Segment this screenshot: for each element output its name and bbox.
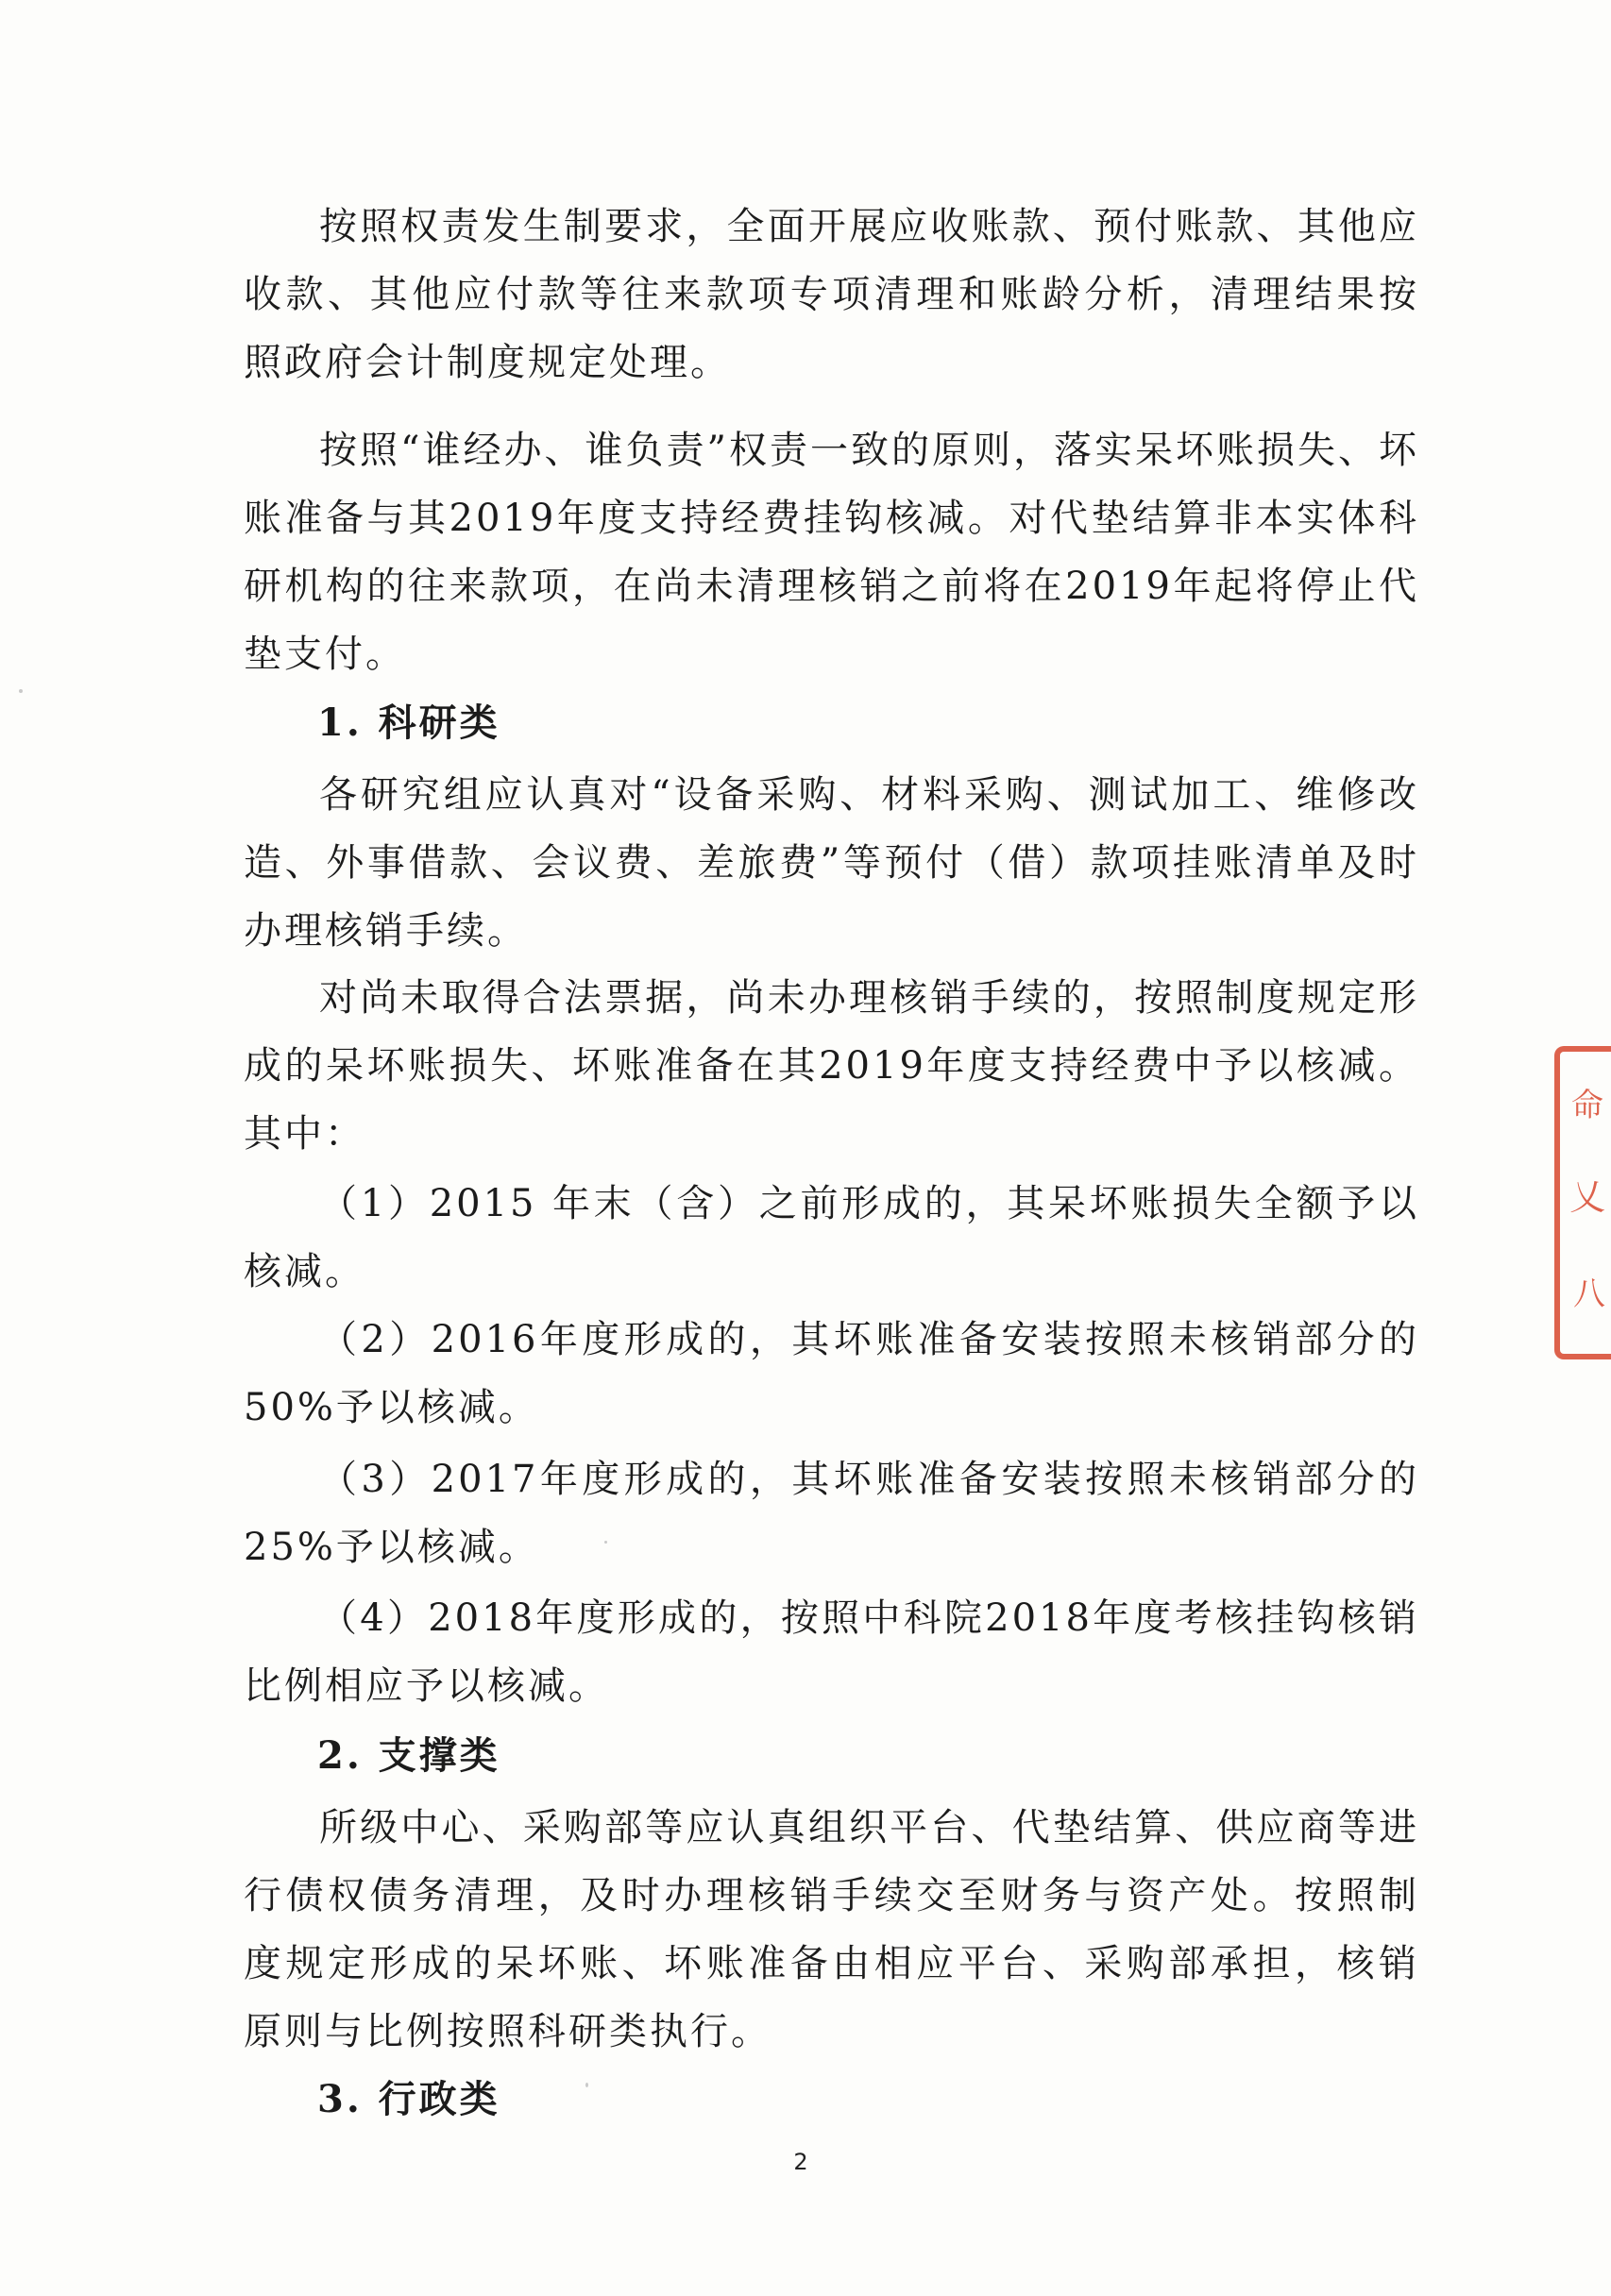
scan-speck xyxy=(19,689,23,693)
seal-glyph: 命 xyxy=(1571,1087,1603,1124)
seal-glyph: 八 xyxy=(1573,1275,1605,1313)
paragraph-research-groups: 各研究组应认真对“设备采购、材料采购、测试加工、维修改造、外事借款、会议费、差旅费”等预付（借）款项挂账清单及时办理核销手续。 xyxy=(244,773,1419,953)
red-seal-stamp xyxy=(1554,1046,1611,1359)
page-number: 2 xyxy=(793,2149,808,2175)
section-heading-research: 1. 科研类 xyxy=(317,701,500,745)
scan-speck xyxy=(585,2083,588,2087)
paragraph-responsibility-principle: 按照“谁经办、谁负责”权责一致的原则，落实呆坏账损失、坏账准备与其2019年度支持经费挂钩核减。对代垫结算非本实体科研机构的往来款项，在尚未清理核销之前将在2019年起将停止代垫支付。 xyxy=(244,429,1419,676)
list-item-2017: （3）2017年度形成的，其坏账准备安装按照未核销部分的25%予以核减。 xyxy=(244,1458,1419,1569)
section-heading-administration: 3. 行政类 xyxy=(317,2077,500,2121)
seal-glyph: 乂 xyxy=(1569,1176,1606,1218)
list-item-2016: （2）2016年度形成的，其坏账准备安装按照未核销部分的50%予以核减。 xyxy=(244,1318,1419,1429)
list-item-2018: （4）2018年度形成的，按照中科院2018年度考核挂钩核销比例相应予以核减。 xyxy=(244,1596,1419,1708)
paragraph-support-centers: 所级中心、采购部等应认真组织平台、代垫结算、供应商等进行债权债务清理，及时办理核销手续交至财务与资产处。按照制度规定形成的呆坏账、坏账准备由相应平台、采购部承担，核销原则与比例按照科研类执行。 xyxy=(244,1806,1419,2053)
paragraph-accrual-basis: 按照权责发生制要求，全面开展应收账款、预付账款、其他应收款、其他应付款等往来款项专项清理和账龄分析，清理结果按照政府会计制度规定处理。 xyxy=(244,205,1419,384)
paragraph-unreceipted-items: 对尚未取得合法票据，尚未办理核销手续的，按照制度规定形成的呆坏账损失、坏账准备在其2019年度支持经费中予以核减。其中： xyxy=(244,976,1419,1156)
list-item-2015: （1）2015 年末（含）之前形成的，其呆坏账损失全额予以核减。 xyxy=(244,1182,1419,1293)
section-heading-support: 2. 支撑类 xyxy=(317,1733,500,1778)
scan-speck xyxy=(604,1541,607,1544)
